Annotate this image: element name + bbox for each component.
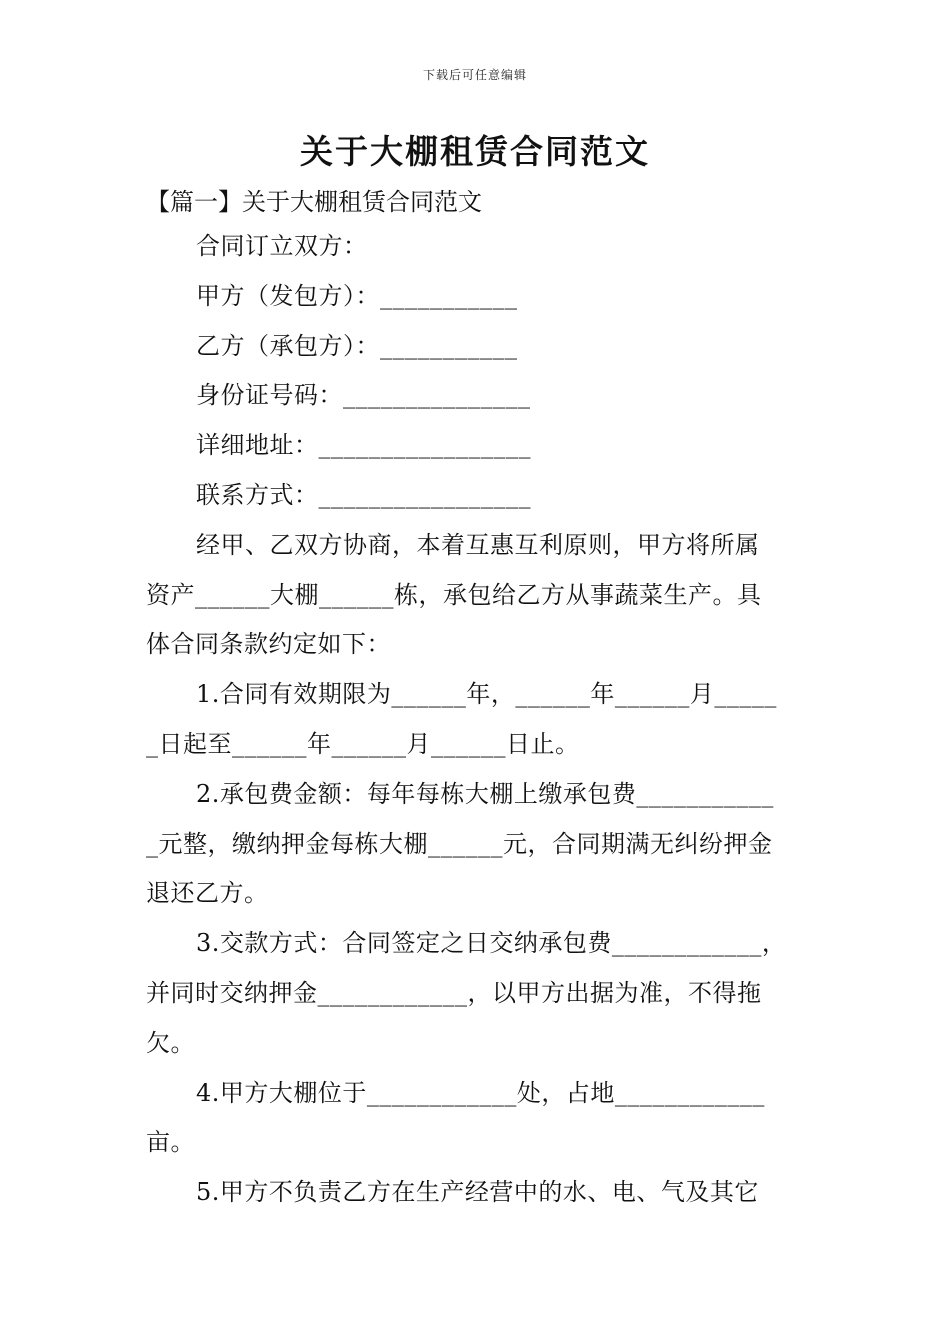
body-line: 经甲、乙双方协商，本着互惠互利原则，甲方将所属: [196, 530, 760, 559]
body-line: 亩。: [146, 1128, 195, 1157]
body-line: 2.承包费金额：每年每栋大棚上缴承包费___________: [196, 779, 774, 808]
document-title: 关于大棚租赁合同范文: [300, 132, 650, 171]
body-line: _元整，缴纳押金每栋大棚______元，合同期满无纠纷押金: [146, 829, 773, 858]
body-line: 合同订立双方：: [196, 232, 368, 260]
body-line: 1.合同有效期限为______年，______年______月_____: [196, 680, 777, 709]
body-line: 欠。: [146, 1028, 195, 1057]
body-line: 3.交款方式：合同签定之日交纳承包费____________，: [196, 929, 787, 958]
section-heading: 【篇一】关于大棚租赁合同范文: [146, 188, 482, 216]
body-line: 体合同条款约定如下：: [146, 630, 391, 659]
body-line: 4.甲方大棚位于____________处，占地____________: [196, 1078, 765, 1107]
body-line: 退还乙方。: [146, 879, 269, 908]
body-line: 5.甲方不负责乙方在生产经营中的水、电、气及其它: [196, 1178, 759, 1207]
body-line: 资产______大棚______栋，承包给乙方从事蔬菜生产。具: [146, 580, 762, 609]
body-line: 联系方式：_________________: [196, 480, 531, 509]
body-line: 身份证号码：_______________: [196, 381, 531, 410]
header-note: 下载后可任意编辑: [422, 68, 527, 82]
body-line: 甲方（发包方）：___________: [196, 281, 518, 310]
body-line: _日起至______年______月______日止。: [146, 729, 580, 758]
contract-body: [146, 222, 814, 1218]
body-line: 并同时交纳押金____________，以甲方出据为准，不得拖: [146, 978, 762, 1007]
body-line: 详细地址：_________________: [196, 431, 531, 460]
body-line: 乙方（承包方）：___________: [196, 331, 518, 360]
